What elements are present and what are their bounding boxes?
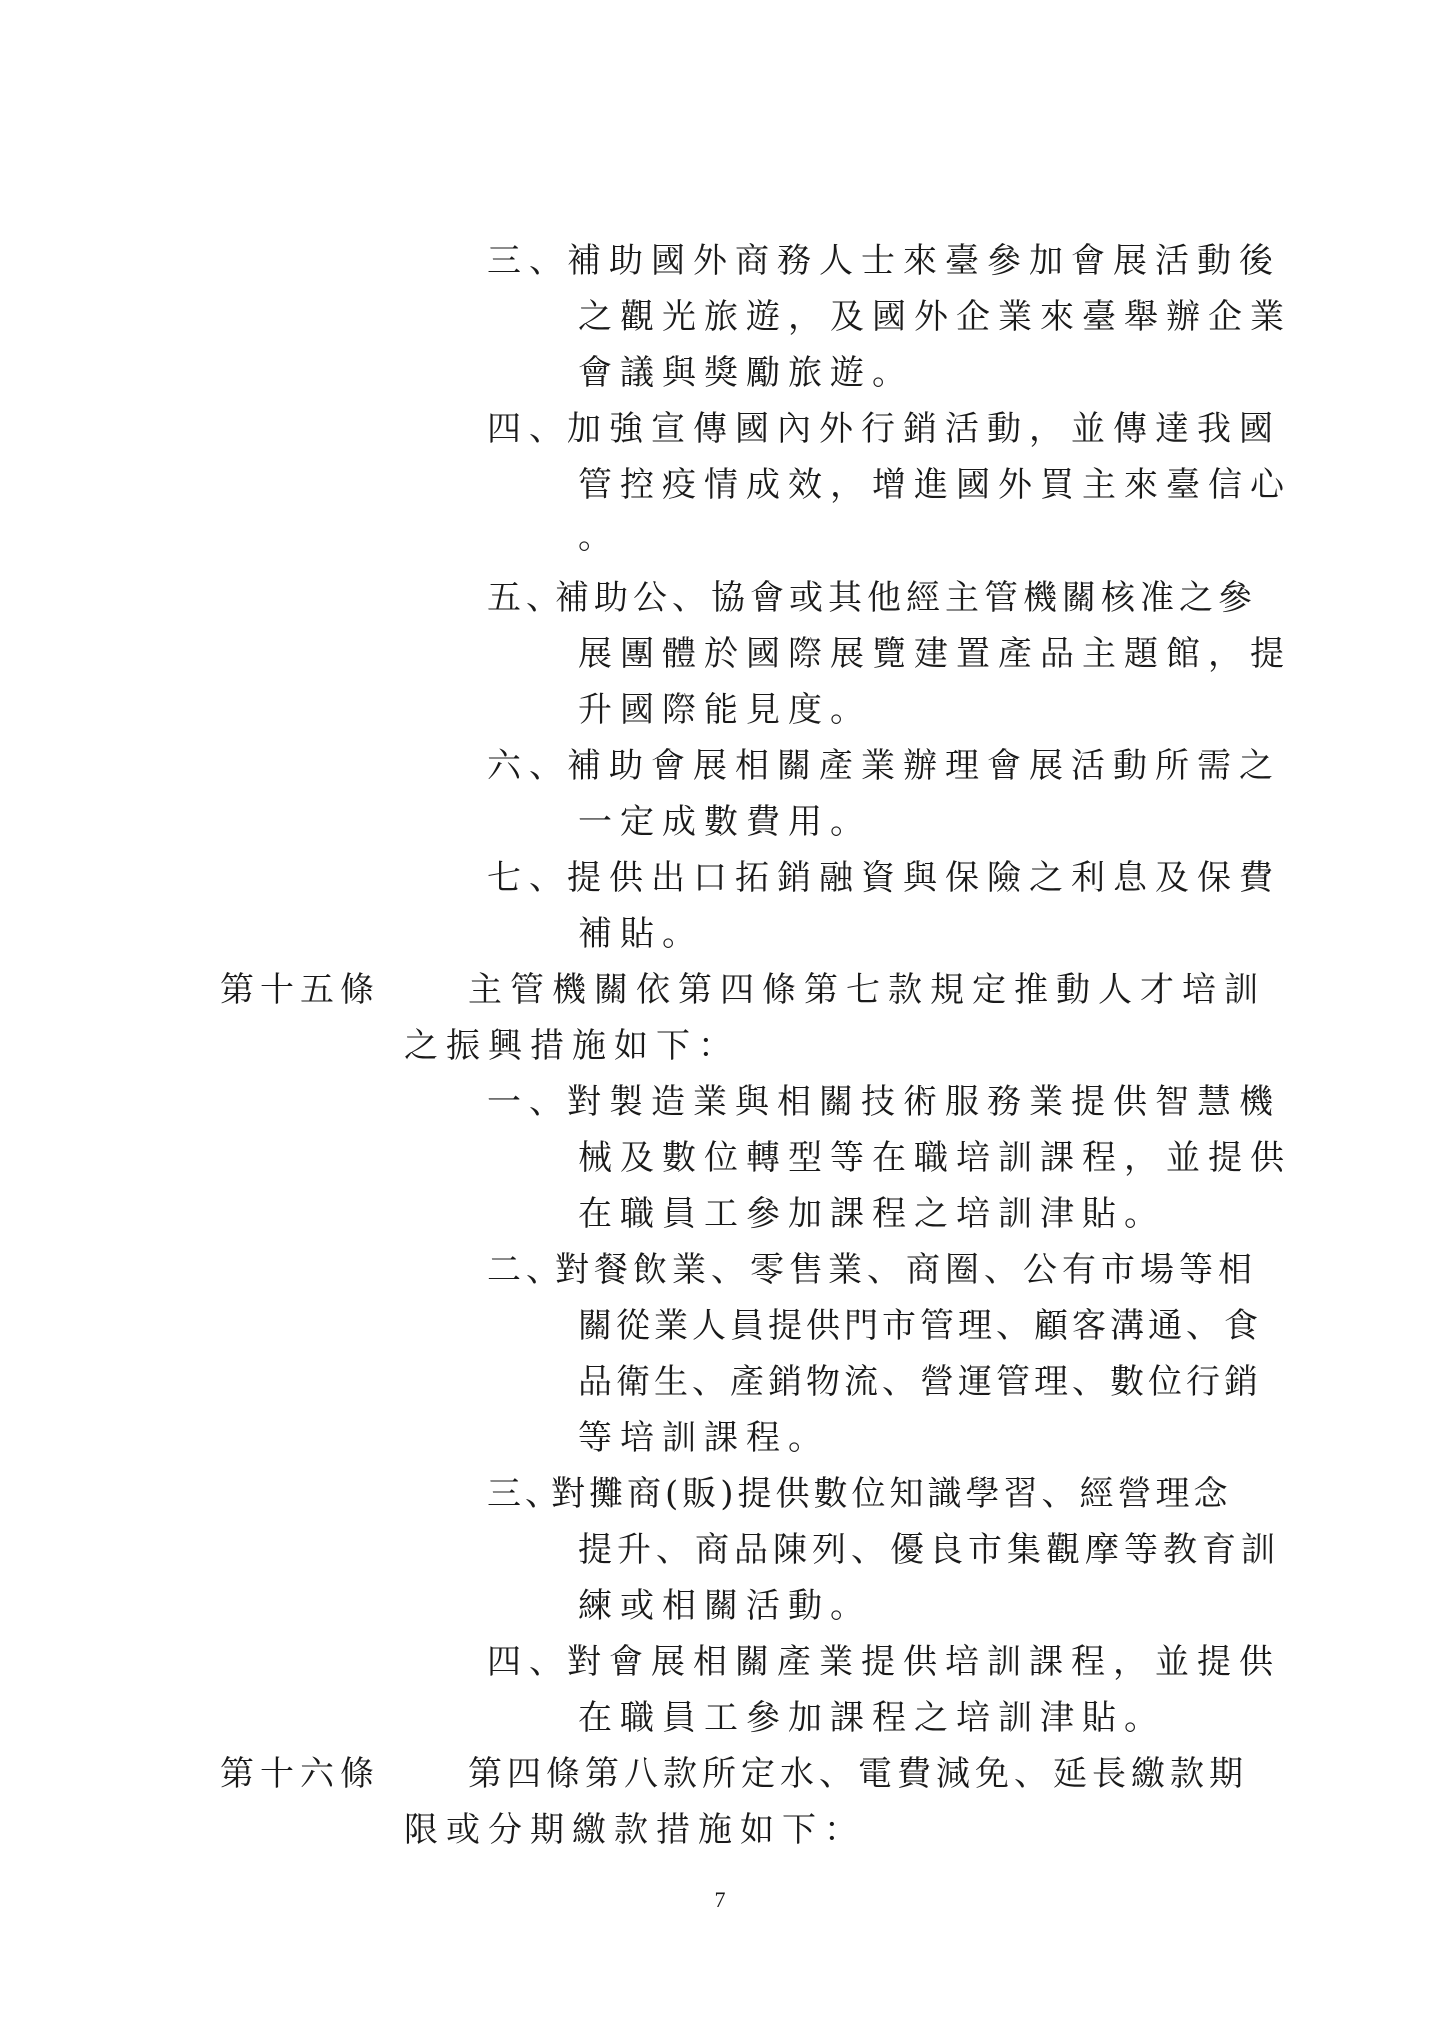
item-text-line: 對製造業與相關技術服務業提供智慧機: [567, 1082, 1281, 1122]
item-text-line: 提供出口拓銷融資與保險之利息及保費: [567, 858, 1281, 898]
item-text-line: 補助會展相關產業辦理會展活動所需之: [567, 746, 1281, 786]
item-text-line: 一定成數費用。: [578, 802, 872, 842]
item-marker: 三、: [487, 1474, 563, 1514]
item-marker: 三、: [487, 241, 571, 281]
item-text-line: 關從業人員提供門市管理、顧客溝通、食: [578, 1306, 1262, 1346]
item-text-line: 對餐飲業、零售業、商圈、公有市場等相: [555, 1250, 1257, 1290]
item-marker: 一、: [487, 1082, 571, 1122]
item-text-line: 對攤商(販)提供數位知識學習、經營理念: [551, 1474, 1232, 1514]
item-text-line: 械及數位轉型等在職培訓課程，並提供: [578, 1138, 1292, 1178]
item-text-line: 補貼。: [578, 914, 704, 954]
item-marker: 四、: [487, 409, 571, 449]
item-marker: 五、: [487, 578, 565, 618]
article-heading: 第十五條: [220, 970, 380, 1010]
article-intro-line: 第四條第八款所定水、電費減免、延長繳款期: [468, 1754, 1248, 1794]
item-text-line: 。: [578, 517, 620, 557]
item-marker: 二、: [487, 1250, 565, 1290]
item-marker: 四、: [487, 1642, 571, 1682]
item-text-line: 補助公、協會或其他經主管機關核准之參: [555, 578, 1257, 618]
article-heading: 第十六條: [220, 1754, 380, 1794]
item-text-line: 等培訓課程。: [578, 1418, 830, 1458]
item-text-line: 在職員工參加課程之培訓津貼。: [578, 1194, 1166, 1234]
item-text-line: 提升、商品陳列、優良市集觀摩等教育訓: [578, 1530, 1280, 1570]
item-text-line: 品衛生、產銷物流、營運管理、數位行銷: [578, 1362, 1262, 1402]
article-intro-line: 限或分期繳款措施如下：: [404, 1810, 866, 1850]
page-number: 7: [714, 1887, 726, 1912]
item-marker: 七、: [487, 858, 571, 898]
article-intro-line: 主管機關依第四條第七款規定推動人才培訓: [468, 970, 1266, 1010]
item-text-line: 加強宣傳國內外行銷活動，並傳達我國: [567, 409, 1281, 449]
item-text-line: 對會展相關產業提供培訓課程，並提供: [567, 1642, 1281, 1682]
item-text-line: 展團體於國際展覽建置產品主題館，提: [578, 634, 1292, 674]
item-text-line: 之觀光旅遊，及國外企業來臺舉辦企業: [578, 297, 1292, 337]
item-text-line: 補助國外商務人士來臺參加會展活動後: [567, 241, 1281, 281]
item-marker: 六、: [487, 746, 571, 786]
item-text-line: 會議與獎勵旅遊。: [578, 353, 914, 393]
item-text-line: 練或相關活動。: [578, 1586, 872, 1626]
item-text-line: 在職員工參加課程之培訓津貼。: [578, 1698, 1166, 1738]
item-text-line: 升國際能見度。: [578, 690, 872, 730]
item-text-line: 管控疫情成效，增進國外買主來臺信心: [578, 465, 1292, 505]
article-intro-line: 之振興措施如下：: [404, 1026, 740, 1066]
